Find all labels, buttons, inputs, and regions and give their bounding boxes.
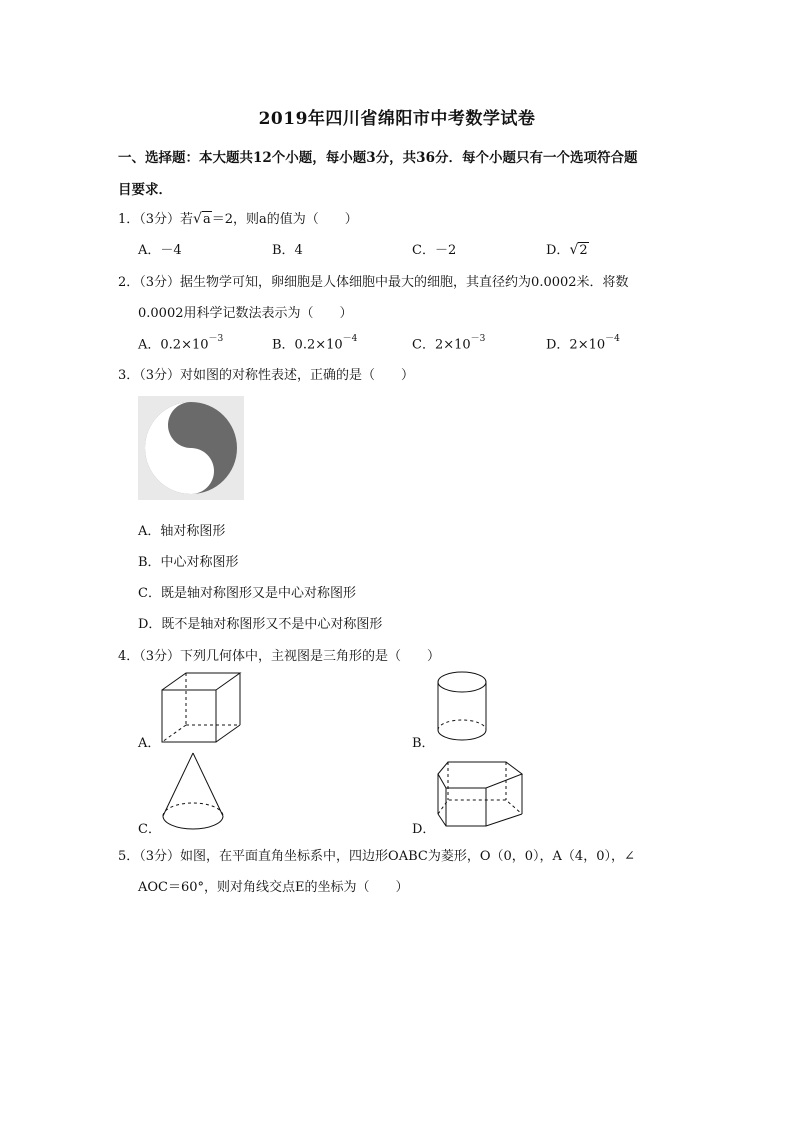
question-2-option-b-base: B．0.2×10 [272,337,343,353]
sqrt-a-expression: √a [193,211,211,227]
question-4-label-c: C． [138,822,161,837]
question-2-option-b [272,333,357,352]
question-2-option-d-base: D．2×10 [546,337,606,353]
cylinder-figure [434,668,490,746]
taiji-figure [138,396,244,500]
section-heading-line1: 一、选择题：本大题共12个小题，每小题3分，共36分．每个小题只有一个选项符合题 [118,150,638,166]
cone-figure [158,750,228,834]
question-3-option-c: C．既是轴对称图形又是中心对称图形 [138,586,356,601]
question-2-option-a [138,333,223,352]
question-2-option-d-exponent: －4 [605,334,620,344]
question-3-option-b: B．中心对称图形 [138,555,239,570]
question-5-line2: AOC＝60°，则对角线交点E的坐标为（ ） [138,880,409,895]
question-1-stem [118,208,358,227]
question-2-option-c-base: C．2×10 [412,337,471,353]
question-5-line1: 5．（3分）如图，在平面直角坐标系中，四边形OABC为菱形，O（0，0），A（4，0），∠ [118,849,635,864]
page-title: 2019年四川省绵阳市中考数学试卷 [258,109,536,129]
question-4-label-d: D． [412,822,436,837]
question-2-option-c-exponent: －3 [470,334,486,344]
question-1-option-a: A．－4 [138,243,182,258]
sqrt-a-radicand: a [202,212,211,227]
question-2-option-b-exponent: －4 [342,334,358,344]
question-3-stem: 3．（3分）对如图的对称性表述，正确的是（ ） [118,368,415,383]
sqrt-2-radicand: 2 [579,243,588,258]
question-2-option-a-base: A．0.2×10 [138,337,209,353]
question-2-option-a-exponent: －3 [208,334,224,344]
question-1-option-d-prefix: D． [546,243,570,258]
question-4-label-a: A． [138,736,161,751]
hexagonal-prism-figure [434,758,526,830]
question-1-suffix: ＝2，则a的值为（ ） [211,212,358,227]
question-4-label-b: B． [412,736,435,751]
question-1-option-c: C．－2 [412,243,457,258]
section-heading-line2: 目要求． [118,182,172,198]
question-3-option-a: A．轴对称图形 [138,524,226,539]
question-4-stem: 4．（3分）下列几何体中，主视图是三角形的是（ ） [118,649,441,664]
question-2-line1: 2．（3分）据生物学可知，卵细胞是人体细胞中最大的细胞，其直径约为0.0002米．将数 [118,275,629,290]
question-2-line2: 0.0002用科学记数法表示为（ ） [138,306,353,321]
question-1-option-d [546,239,589,258]
question-1-option-b: B．4 [272,243,303,258]
question-3-option-d: D．既不是轴对称图形又不是中心对称图形 [138,617,383,632]
question-2-option-d [546,333,620,352]
cube-figure [158,670,244,746]
question-1-prefix: 1．（3分）若 [118,212,194,227]
question-2-option-c [412,333,485,352]
sqrt-2-expression: √2 [569,242,588,258]
